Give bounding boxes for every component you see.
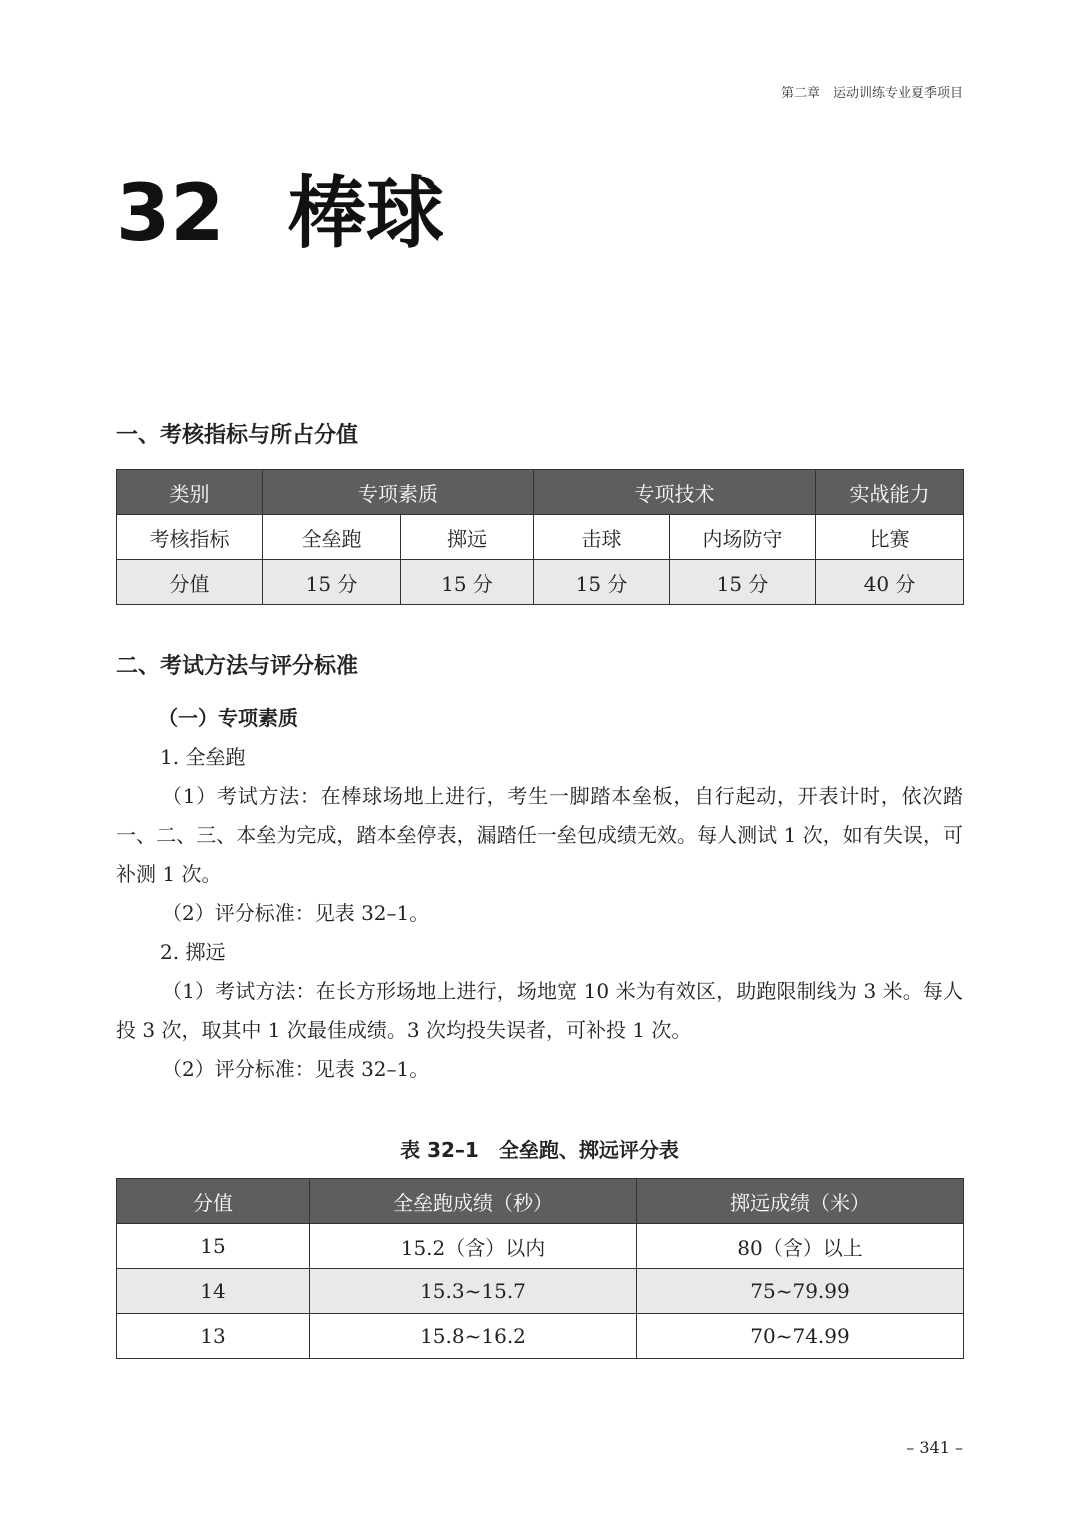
table-cell: 14 (117, 1269, 310, 1314)
table-cell: 掷远 (401, 515, 534, 560)
table-cell: 15 (117, 1224, 310, 1269)
paragraph: （2）评分标准：见表 32–1。 (162, 1057, 430, 1081)
table-cell: 内场防守 (670, 515, 816, 560)
score-weight-table (116, 469, 964, 605)
table-row (117, 1269, 964, 1314)
table-cell: 15.2（含）以内 (310, 1224, 637, 1269)
table-cell: 15.3~15.7 (310, 1269, 637, 1314)
table-cell: 80（含）以上 (637, 1224, 964, 1269)
table-header-cell: 专项技术 (534, 470, 816, 515)
table-header-cell: 分值 (117, 1179, 310, 1224)
paragraph: （1）考试方法：在棒球场地上进行，考生一脚踏本垒板，自行起动，开表计时，依次踏一、二、三、本垒为完成，踏本垒停表，漏踏任一垒包成绩无效。每人测试 1 次，如有失误，可补测 1 次。 (116, 784, 963, 886)
running-header: 第二章 运动训练专业夏季项目 (780, 86, 963, 101)
section-heading-1: 一、考核指标与所占分值 (116, 422, 359, 448)
table-cell: 15.8~16.2 (310, 1314, 637, 1359)
table-row (117, 1314, 964, 1359)
table-cell: 分值 (117, 560, 263, 605)
table-caption: 表 32–1 全垒跑、掷远评分表 (400, 1138, 679, 1162)
table-cell: 比赛 (816, 515, 964, 560)
section-heading-2: 二、考试方法与评分标准 (116, 653, 359, 679)
table-cell: 15 分 (670, 560, 816, 605)
table-header-row (117, 1179, 964, 1224)
table-cell: 75~79.99 (637, 1269, 964, 1314)
chapter-name: 棒球 (288, 169, 445, 259)
chapter-number: 32 (116, 169, 225, 259)
table-header-cell: 类别 (117, 470, 263, 515)
item-title: 2. 掷远 (160, 940, 226, 964)
table-cell: 15 分 (263, 560, 401, 605)
table-header-cell: 专项素质 (263, 470, 534, 515)
paragraph: （2）评分标准：见表 32–1。 (162, 901, 430, 925)
table-header-cell: 实战能力 (816, 470, 964, 515)
table-header-cell: 全垒跑成绩（秒） (310, 1179, 637, 1224)
table-cell: 13 (117, 1314, 310, 1359)
table-cell: 击球 (534, 515, 670, 560)
table-cell: 70~74.99 (637, 1314, 964, 1359)
table-row (117, 560, 964, 605)
table-header-row (117, 470, 964, 515)
table-row (117, 1224, 964, 1269)
scoring-table (116, 1178, 964, 1359)
sub-heading: （一）专项素质 (158, 706, 298, 730)
chapter-title (116, 168, 444, 260)
table-cell: 15 分 (534, 560, 670, 605)
page-number: – 341 – (906, 1438, 963, 1457)
item-title: 1. 全垒跑 (160, 745, 246, 769)
table-row (117, 515, 964, 560)
table-cell: 15 分 (401, 560, 534, 605)
table-header-cell: 掷远成绩（米） (637, 1179, 964, 1224)
paragraph: （1）考试方法：在长方形场地上进行，场地宽 10 米为有效区，助跑限制线为 3 米。每人投 3 次，取其中 1 次最佳成绩。3 次均投失误者，可补投 1 次。 (116, 979, 963, 1042)
table-cell: 全垒跑 (263, 515, 401, 560)
section-body (116, 699, 963, 1089)
table-cell: 40 分 (816, 560, 964, 605)
table-cell: 考核指标 (117, 515, 263, 560)
